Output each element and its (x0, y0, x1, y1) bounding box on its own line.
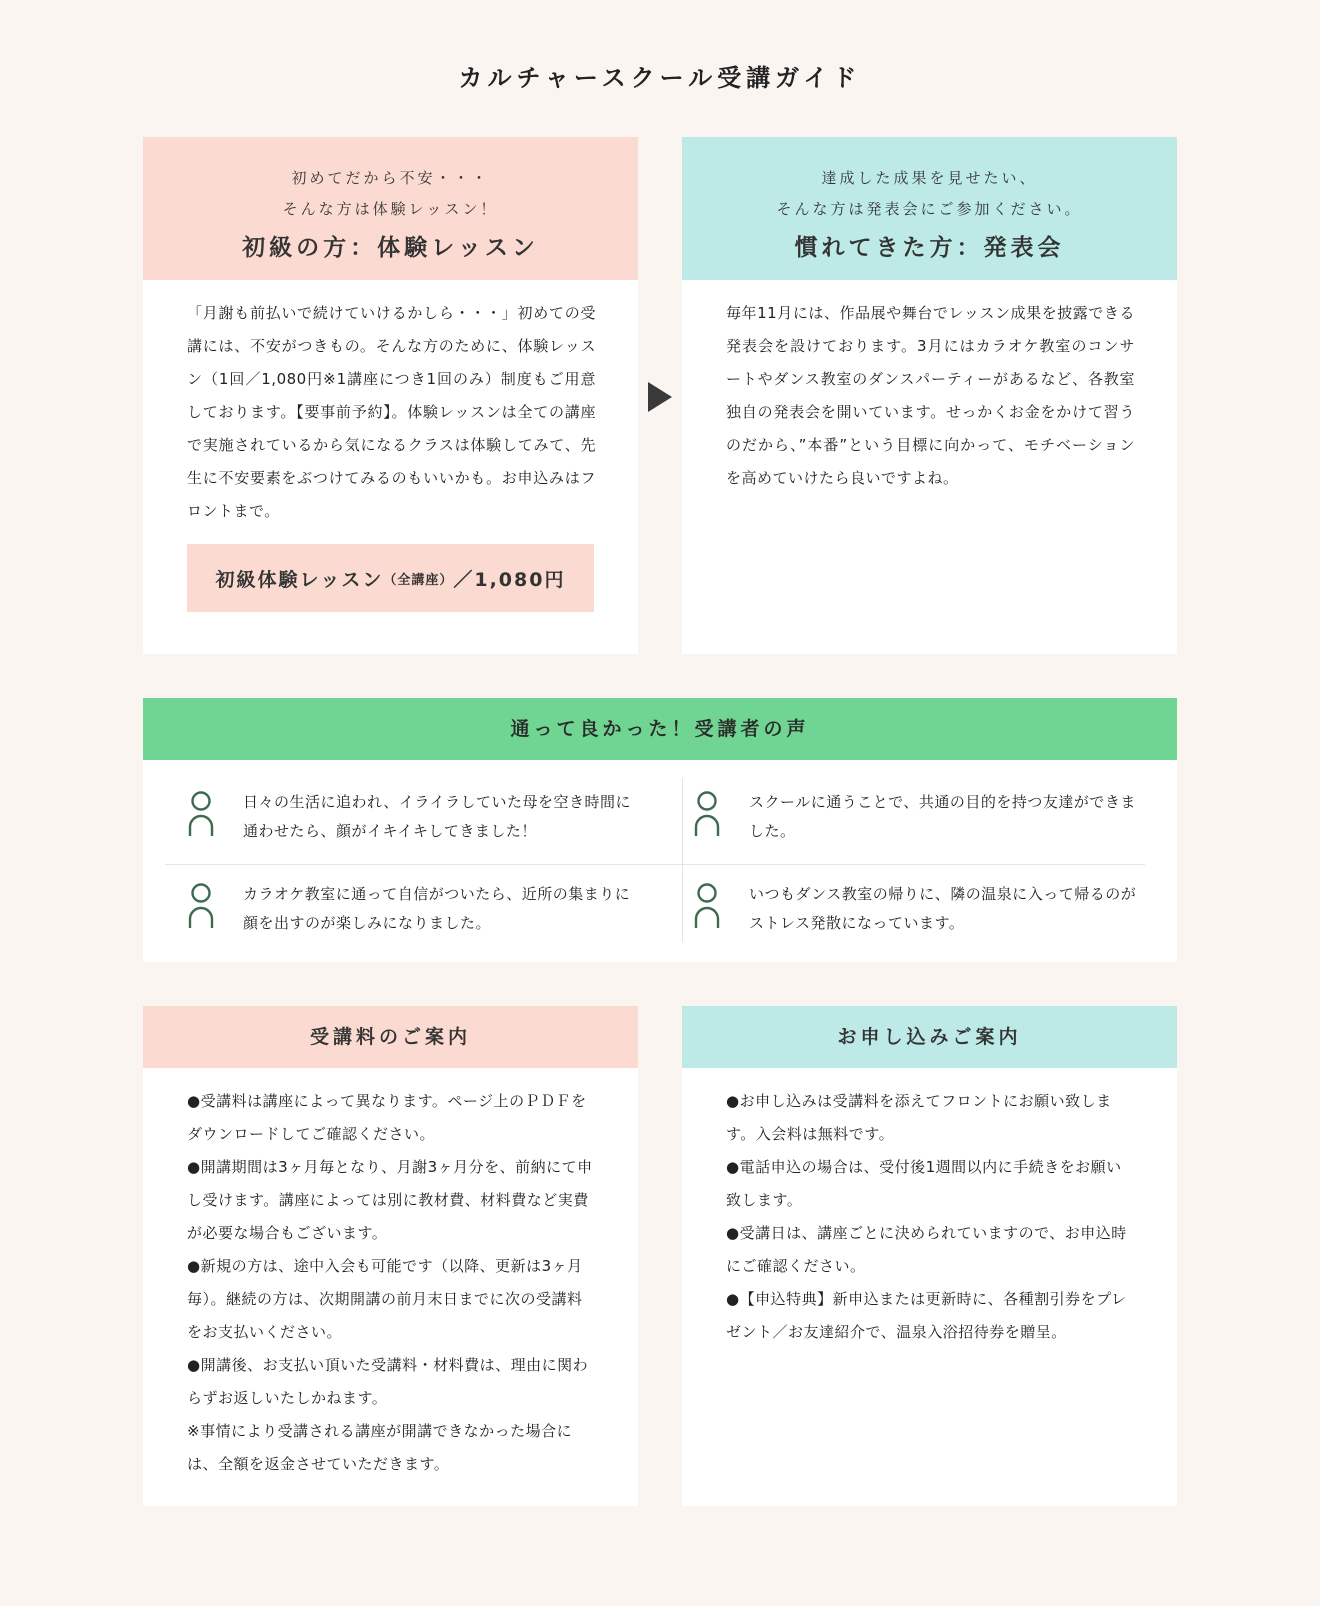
application-info-card (682, 1006, 1177, 1506)
tuition-info-item: ※事情により受講される講座が開講できなかった場合には、全額を返金させていただきます。 (187, 1422, 573, 1473)
voice-item (671, 870, 1141, 940)
beginner-subtitle-2: そんな方は体験レッスン！ (282, 200, 499, 218)
tuition-info-item: ●開講期間は3ヶ月毎となり、月謝3ヶ月分を、前納にて申し受けます。講座によっては別に教材費、材料費など実費が必要な場合もございます。 (187, 1158, 593, 1242)
beginner-description: 「月謝も前払いで続けていけるかしら・・・」初めての受講には、不安がつきもの。そんな方のために、体験レッスン（1回／1,080円※1講座につき1回のみ）制度もご用意しております。【要事前予約】。体験レッスンは全ての講座で実施されているから気になるクラスは体験してみて、先生に不安要素をぶつけてみるのもいいかも。お申込みはフロントまで。 (187, 304, 596, 520)
person-icon (187, 790, 215, 838)
recital-description: 毎年11月には、作品展や舞台でレッスン成果を披露できる発表会を設けております。3月にはカラオケ教室のコンサートやダンス教室のダンスパーティーがあるなど、各教室独自の発表会を開いています。せっかくお金をかけて習うのだから、”本番”という目標に向かって、モチベーションを高めていけたら良いですよね。 (726, 304, 1135, 487)
voice-item (165, 778, 635, 848)
voice-text: いつもダンス教室の帰りに、隣の温泉に入って帰るのがストレス発散になっています。 (749, 885, 1137, 932)
voices-horizontal-divider (165, 864, 1145, 865)
application-info-item: ●電話申込の場合は、受付後1週間以内に手続きをお願い致します。 (726, 1158, 1122, 1209)
tuition-info-body (143, 1068, 638, 1481)
voice-text: 日々の生活に追われ、イライラしていた母を空き時間に通わせたら、顔がイキイキしてきました！ (243, 793, 631, 840)
person-icon (187, 882, 215, 930)
recital-subtitle-2: そんな方は発表会にご参加ください。 (776, 200, 1083, 218)
recital-card (682, 137, 1177, 654)
recital-card-header (682, 137, 1177, 280)
beginner-title: 初級の方：体験レッスン (242, 235, 539, 261)
application-info-item: ●お申し込みは受講料を添えてフロントにお願い致します。入会料は無料です。 (726, 1092, 1112, 1143)
application-info-title: お申し込みご案内 (682, 1006, 1177, 1068)
trial-price-badge (187, 544, 594, 612)
tuition-info-title: 受講料のご案内 (143, 1006, 638, 1068)
recital-title: 慣れてきた方：発表会 (794, 235, 1065, 261)
beginner-lesson-card (143, 137, 638, 654)
voice-text: スクールに通うことで、共通の目的を持つ友達ができました。 (749, 793, 1136, 840)
beginner-subtitle-1: 初めてだから不安・・・ (291, 169, 490, 187)
application-info-body (682, 1068, 1177, 1349)
beginner-card-header (143, 137, 638, 280)
arrow-right-icon (648, 382, 672, 412)
tuition-info-card (143, 1006, 638, 1506)
trial-price-value: ／1,080円 (453, 568, 566, 591)
application-info-item: ●受講日は、講座ごとに決められていますので、お申込時にご確認ください。 (726, 1224, 1127, 1275)
voices-grid (165, 760, 1145, 962)
voice-item (671, 778, 1141, 848)
tuition-info-item: ●新規の方は、途中入会も可能です（以降、更新は3ヶ月毎）。継続の方は、次期開講の前月末日までに次の受講料をお支払いください。 (187, 1257, 583, 1341)
voice-text: カラオケ教室に通って自信がついたら、近所の集まりに顔を出すのが楽しみになりました。 (243, 885, 631, 932)
person-icon (693, 790, 721, 838)
student-voices-section (143, 698, 1177, 962)
page-title: カルチャースクール受講ガイド (458, 64, 862, 92)
application-info-item: ●【申込特典】新申込または更新時に、各種割引券をプレゼント／お友達紹介で、温泉入浴招待券を贈呈。 (726, 1290, 1127, 1341)
tuition-info-item: ●開講後、お支払い頂いた受講料・材料費は、理由に関わらずお返しいたしかねます。 (187, 1356, 589, 1407)
person-icon (693, 882, 721, 930)
tuition-info-item: ●受講料は講座によって異なります。ページ上のＰＤＦをダウンロードしてご確認ください。 (187, 1092, 587, 1143)
voice-item (165, 870, 635, 940)
voices-title: 通って良かった！受講者の声 (143, 698, 1177, 760)
trial-price-note: （全講座） (383, 572, 454, 588)
recital-subtitle-1: 達成した成果を見せたい、 (821, 169, 1038, 187)
trial-price-label: 初級体験レッスン (215, 568, 384, 591)
